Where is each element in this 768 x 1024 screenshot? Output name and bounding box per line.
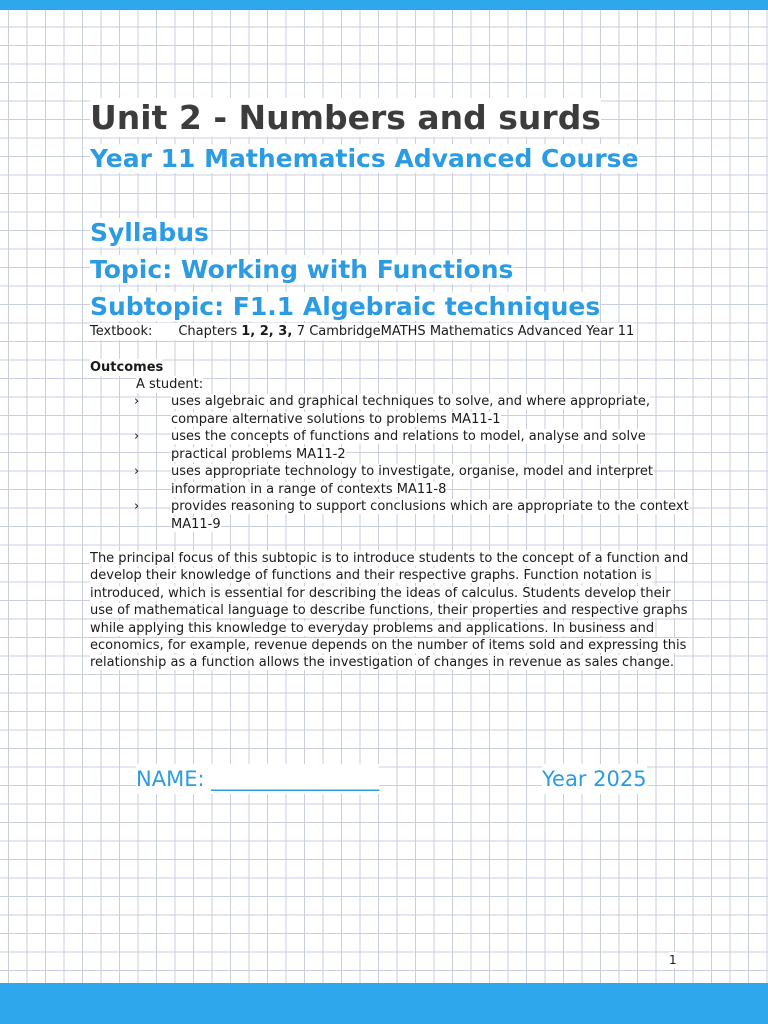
textbook-rest: 7 CambridgeMATHS Mathematics Advanced Year 11 xyxy=(296,324,635,339)
bullet-arrow-icon: › xyxy=(134,499,140,514)
page-number: 1 xyxy=(669,953,677,967)
outcome-text: uses the concepts of functions and relations to model, analyse and solve practical problems MA11-2 xyxy=(171,429,646,462)
outcome-item xyxy=(90,393,690,428)
outcome-item xyxy=(90,498,690,533)
page-title xyxy=(90,97,601,139)
bullet-arrow-icon: › xyxy=(134,429,140,444)
bullet-arrow-icon: › xyxy=(134,394,140,409)
outcome-item xyxy=(90,463,690,498)
course-subtitle xyxy=(90,142,639,176)
textbook-chapters-prefix: Chapters xyxy=(178,324,242,339)
outcome-text: uses appropriate technology to investigate, organise, model and interpret information in a range of contexts MA11-8 xyxy=(171,464,653,497)
student-intro: A student: xyxy=(136,377,204,392)
outcome-item xyxy=(90,428,690,463)
topic-heading-text: Topic: Working with Functions xyxy=(90,255,514,284)
bottom-accent-bar xyxy=(0,983,768,1024)
textbook-chapter-3: 3, xyxy=(278,324,297,339)
course-subtitle-text: Year 11 Mathematics Advanced Course xyxy=(90,144,639,173)
subtopic-heading xyxy=(90,290,600,324)
outcomes-heading: Outcomes xyxy=(90,360,164,375)
textbook-line xyxy=(90,323,634,340)
outcome-text: provides reasoning to support conclusions which are appropriate to the context MA11-9 xyxy=(171,499,689,532)
textbook-chapter-1: 1, xyxy=(241,324,260,339)
textbook-label: Textbook: xyxy=(90,324,153,339)
bullet-arrow-icon: › xyxy=(134,464,140,479)
year-label: Year 2025 xyxy=(542,764,647,794)
focus-paragraph-text: The principal focus of this subtopic is to introduce students to the concept of a function and develop their knowledge of functions and their respective graphs. Function notation is introduced, which is essential for describing the ideas of calculus. Students develop their use of mathematical language to describe functions, their properties and respective graphs while applying this knowledge to everyday problems and applications. In business and economics, for example, revenue depends on the number of items sold and expressing this relationship as a function allows the investigation of changes in revenue as sales change. xyxy=(90,551,689,671)
outcomes-list xyxy=(90,393,690,533)
topic-heading xyxy=(90,253,513,287)
textbook-chapter-2: 2, xyxy=(259,324,279,339)
syllabus-heading xyxy=(90,216,209,250)
top-accent-bar xyxy=(0,0,768,10)
subtopic-heading-text: Subtopic: F1.1 Algebraic techniques xyxy=(90,292,601,321)
focus-paragraph xyxy=(90,550,690,672)
name-field-label: NAME: ________________ xyxy=(136,764,379,794)
syllabus-heading-text: Syllabus xyxy=(90,218,209,247)
page-title-text: Unit 2 - Numbers and surds xyxy=(90,98,601,137)
outcome-text: uses algebraic and graphical techniques to solve, and where appropriate, compare alternative solutions to problems MA11-1 xyxy=(171,394,651,427)
